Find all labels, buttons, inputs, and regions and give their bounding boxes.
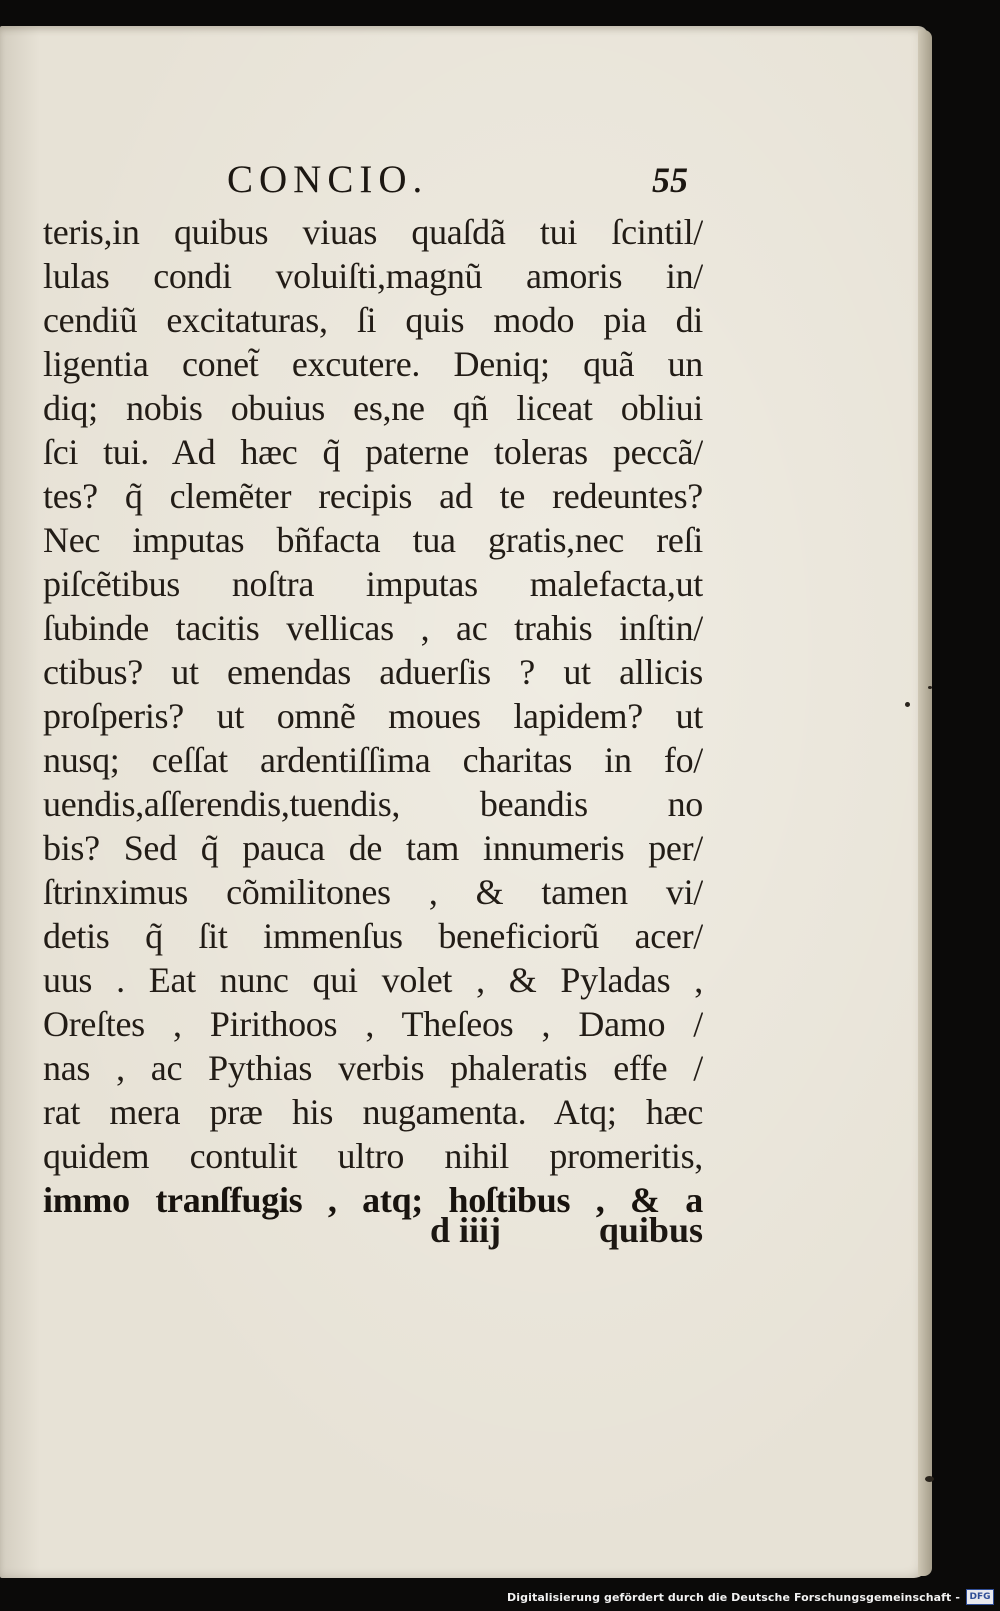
text-line: lulas condi voluiſti,magnũ amoris in/	[43, 256, 703, 296]
text-line: ctibus? ut emendas aduerſis ? ut allicis	[43, 652, 703, 692]
page-edge	[918, 30, 932, 1576]
text-line: ſci tui. Ad hæc q̃ paterne toleras peccã/	[43, 432, 703, 472]
footer-credit: Digitalisierung gefördert durch die Deutsche Forschungsgemeinschaft -	[507, 1590, 960, 1604]
text-line: bis? Sed q̃ pauca de tam innumeris per/	[43, 828, 703, 868]
body-text	[43, 210, 703, 1222]
text-line: quidem contulit ultro nihil promeritis,	[43, 1136, 703, 1176]
ink-speck	[928, 686, 932, 689]
text-line: uendis,aſſerendis,tuendis, beandis no	[43, 784, 703, 824]
text-line: ſubinde tacitis vellicas , ac trahis inſtin/	[43, 608, 703, 648]
text-line: nusq; ceſſat ardentiſſima charitas in fo/	[43, 740, 703, 780]
text-line: teris,in quibus viuas quaſdã tui ſcintil/	[43, 212, 703, 252]
text-line: detis q̃ ſit immenſus beneficiorũ acer/	[43, 916, 703, 956]
text-line: piſcẽtibus noſtra imputas malefacta,ut	[43, 564, 703, 604]
ink-speck	[905, 702, 910, 707]
running-head	[40, 152, 710, 212]
catchline	[430, 1208, 703, 1252]
text-line: proſperis? ut omnẽ moues lapidem? ut	[43, 696, 703, 736]
text-line: tes? q̃ clemẽter recipis ad te redeuntes?	[43, 476, 703, 516]
digitization-footer	[507, 1585, 994, 1609]
catchword: quibus	[598, 1210, 703, 1250]
text-line: diq; nobis obuius es,ne qñ liceat obliui	[43, 388, 703, 428]
signature-mark: d iiij	[430, 1210, 502, 1250]
text-line: immo tranſfugis , atq; hoſtibus , & a	[43, 1180, 703, 1220]
text-line: rat mera præ his nugamenta. Atq; hæc	[43, 1092, 703, 1132]
text-line: nas , ac Pythias verbis phaleratis effe /	[43, 1048, 703, 1088]
text-line: Nec imputas bñfacta tua gratis,nec reſi	[43, 520, 703, 560]
text-line: cendiũ excitaturas, ſi quis modo pia di	[43, 300, 703, 340]
text-line: ſtrinximus cõmilitones , & tamen vi/	[43, 872, 703, 912]
text-line: Oreſtes , Pirithoos , Theſeos , Damo /	[43, 1004, 703, 1044]
text-line: uus . Eat nunc qui volet , & Pyladas ,	[43, 960, 703, 1000]
dfg-logo: DFG	[966, 1589, 994, 1605]
ink-speck	[925, 1476, 934, 1482]
text-line: ligentia conet̃ excutere. Deniq; quã un	[43, 344, 703, 384]
page-number: 55	[652, 160, 688, 200]
running-title: CONCIO.	[227, 158, 429, 201]
